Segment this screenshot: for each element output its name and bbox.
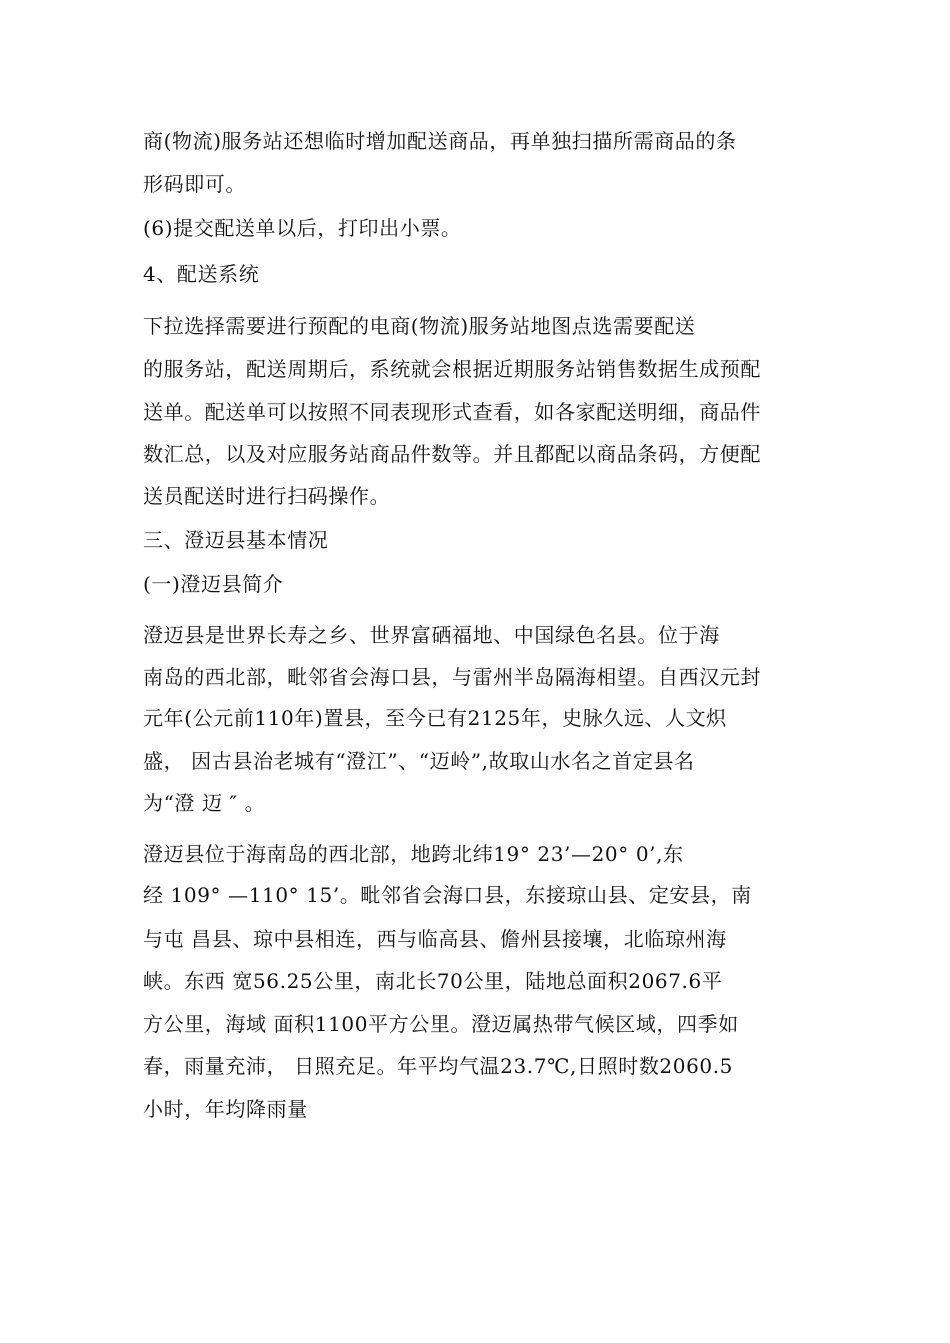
text-line: 与屯 昌县、琼中县相连，西与临高县、儋州县接壤，北临琼州海 [143,927,727,951]
text-line: 形码即可。 [143,172,246,196]
text-line: 方公里，海域 面积1100平方公里。澄迈属热带气候区域，四季如 [143,1012,739,1036]
text-line: 为“澄 迈 ″ 。 [143,791,266,815]
text-line: 送员配送时进行扫码操作。 [143,484,391,508]
subsection-heading: (一)澄迈县简介 [143,572,284,596]
text-line: 经 109° —110° 15’。毗邻省会海口县，东接琼山县、定安县，南 [143,883,752,907]
text-line: 下拉选择需要进行预配的电商(物流)服务站地图点选需要配送 [143,314,696,338]
section-heading: 4、配送系统 [143,262,260,286]
text-line: 峡。东西 宽56.25公里，南北长70公里，陆地总面积2067.6平 [143,969,723,993]
text-line: 小时，年均降雨量 [143,1097,308,1121]
text-line: 春，雨量充沛， 日照充足。年平均气温23.7℃,日照时数2060.5 [143,1054,733,1078]
text-line: 数汇总，以及对应服务站商品件数等。并且都配以商品条码，方便配 [143,442,761,466]
text-line: (6)提交配送单以后，打印出小票。 [143,216,462,240]
section-heading: 三、澄迈县基本情况 [143,528,329,552]
text-line: 澄迈县是世界长寿之乡、世界富硒福地、中国绿色名县。位于海 [143,623,720,647]
text-line: 送单。配送单可以按照不同表现形式查看，如各家配送明细，商品件 [143,400,761,424]
text-line: 商(物流)服务站还想临时增加配送商品，再单独扫描所需商品的条 [143,129,737,153]
text-line: 南岛的西北部，毗邻省会海口县，与雷州半岛隔海相望。自西汉元封 [143,665,761,689]
text-line: 的服务站，配送周期后，系统就会根据近期服务站销售数据生成预配 [143,357,761,381]
text-line: 元年(公元前110年)置县，至今已有2125年，史脉久远、人文炽 [143,706,727,730]
text-line: 澄迈县位于海南岛的西北部，地跨北纬19° 23’—20° 0’,东 [143,842,684,866]
text-line: 盛， 因古县治老城有“澄江”、“迈岭”,故取山水名之首定县名 [143,749,695,773]
